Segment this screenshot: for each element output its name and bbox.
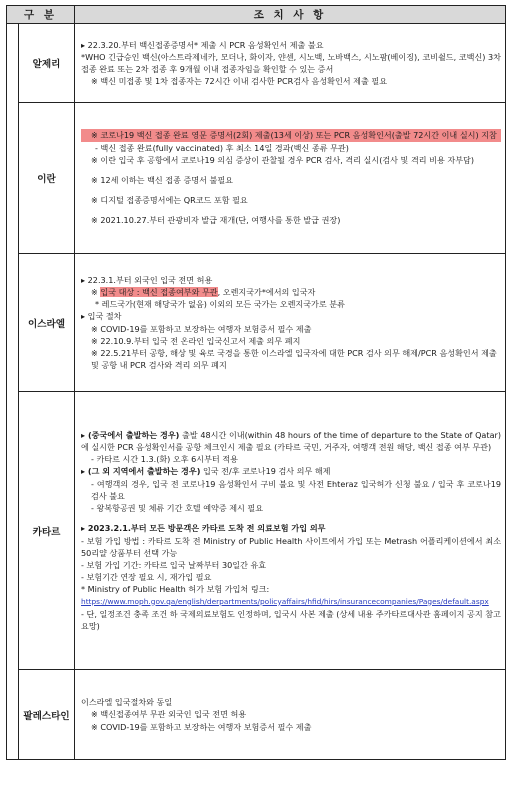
- palestine-line-3: ※ COVID-19를 포함하고 보장하는 여행자 보험증서 필수 제출: [91, 721, 312, 732]
- israel-line-5: ※ COVID-19를 포함하고 보장하는 여행자 보험증서 필수 제출: [91, 323, 312, 334]
- qatar-china-text: 출발 48시간 이내(within 48 hours of the time of departure to the State of Qatar)에 실시한 PCR 음성확인서를 공항 체크인시 제출 필요 (카타르 국민, 거주자, 여행객 전원 해당, 백신 접종 여부 무관): [81, 429, 502, 453]
- table-row-iran: [7, 103, 506, 254]
- qatar-insurance-heading: ▸ 2023.2.1.부터 모든 방문객은 카타르 도착 전 의료보험 가입 의무: [81, 523, 326, 534]
- qatar-other-heading: ▸ (그 외 지역에서 출발하는 경우): [81, 466, 201, 477]
- iran-line-4: ※ 디지털 접종증명서에는 QR코드 포함 필요: [91, 195, 248, 206]
- israel-line-1: ▸ 22.3.1.부터 외국인 입국 전면 허용: [81, 274, 213, 285]
- israel-line-2-prefix: ※: [91, 286, 101, 297]
- israel-line-6: ※ 22.10.9.부터 입국 전 온라인 입국신고서 제출 의무 폐지: [91, 335, 301, 346]
- table-row-israel: [7, 254, 506, 392]
- israel-line-2-suffix: , 오렌지국가*에서의 입국자: [217, 286, 316, 297]
- israel-line-3: * 레드국가(현재 해당국가 없음) 이외의 모든 국가는 오렌지국가로 분류: [95, 299, 345, 310]
- table-row-palestine: [7, 670, 506, 760]
- iran-line-1: - 백신 접종 완료(fully vaccinated) 후 최소 14일 경과(백신 종류 무관): [95, 142, 349, 153]
- qatar-insurance-line-5: - 단, 일정조건 충족 조건 하 국제의료보험도 인정하며, 입국시 사본 제출 (상세 내용 주카타르대사관 홈페이지 공지 참고 요망): [81, 608, 501, 631]
- palestine-line-1: 이스라엘 입국절차와 동일: [81, 697, 173, 708]
- country-name-palestine: 팔레스타인: [19, 670, 75, 760]
- qatar-insurance-line-4: * Ministry of Public Health 허가 보험 가입처 링크:: [81, 584, 270, 595]
- qatar-insurance-line-1: - 보험 가입 방법 : 카타르 도착 전 Ministry of Public Health 사이트에서 가입 또는 Metrash 어플리케이션에서 최소 50리얄 상품부터 선택 가능: [81, 535, 502, 558]
- table-row-qatar: [7, 392, 506, 670]
- header-measures: 조 치 사 항: [75, 6, 506, 24]
- qatar-insurance-line-2: - 보험 가입 기간: 카타르 입국 날짜부터 30일간 유효: [81, 559, 267, 570]
- entry-measures-table: [6, 5, 506, 760]
- qatar-other-sub-1: - 여행객의 경우, 입국 전 코로나19 음성확인서 구비 불요 및 사전 Ehteraz 입국허가 신청 불요 / 입국 후 코로나19 검사 불요: [91, 478, 502, 501]
- algeria-line-2: *WHO 긴급승인 백신(아스트라제네카, 모더나, 화이자, 얀센, 시노백, 노바백스, 시노팜(베이징), 코비쉴드, 코백신) 3차 접종 완료 또는 2차 접종 후 9개월 이내 접종자임을 확인할 수 있는 증서: [81, 51, 502, 74]
- iran-line-3: ※ 12세 이하는 백신 접종 증명서 불필요: [91, 175, 233, 185]
- israel-line-4: ▸ 입국 절차: [81, 311, 122, 322]
- country-name-qatar: 카타르: [19, 392, 75, 670]
- algeria-line-3: ※ 백신 미접종 및 1차 접종자는 72시간 이내 검사한 PCR검사 음성확인서 제출 필요: [91, 76, 388, 87]
- content-qatar: [75, 392, 506, 670]
- content-palestine: [75, 670, 506, 760]
- israel-entry-target-highlight: 입국 대상 : 백신 접종여부와 무관: [100, 286, 218, 297]
- iran-line-5: ※ 2021.10.27.부터 관광비자 발급 재개(단, 여행사를 통한 발급 권장): [91, 215, 341, 226]
- iran-line-2: ※ 이란 입국 후 공항에서 코로나19 의심 증상이 관찰될 경우 PCR 검사, 격리 실시(검사 및 격리 비용 자부담): [91, 154, 474, 165]
- qatar-other-text: 입국 전/후 코로나19 검사 의무 해제: [200, 466, 331, 477]
- qatar-insurance-line-3: - 보험기간 연장 필요 시, 재가입 필요: [81, 572, 212, 583]
- content-algeria: [75, 24, 506, 103]
- country-name-iran: 이란: [19, 103, 75, 254]
- country-name-israel: 이스라엘: [19, 254, 75, 392]
- outer-column: [7, 24, 19, 760]
- content-iran: [75, 103, 506, 254]
- table-header-row: [7, 6, 506, 24]
- israel-line-7: ※ 22.5.21부터 공항, 해상 및 육로 국경을 통한 이스라엘 입국자에 대한 PCR 검사 의무 해제/PCR 음성확인서 제출 및 공항 내 PCR 검사와 격리 의무 폐지: [91, 347, 497, 371]
- qatar-china-sub: - 카타르 시간 1.3.(화) 오후 6시부터 적용: [91, 454, 238, 465]
- algeria-line-1: ▸ 22.3.20.부터 백신접종증명서* 제출 시 PCR 음성확인서 제출 불요: [81, 39, 324, 50]
- qatar-china-heading: ▸ (중국에서 출발하는 경우): [81, 429, 180, 440]
- iran-highlight-notice: ※ 코로나19 백신 접종 완료 영문 증명서(2회) 제출(13세 이상) 또는 PCR 음성확인서(출발 72시간 이내 실시) 지참: [81, 129, 501, 141]
- qatar-insurance-link[interactable]: https://www.moph.gov.qa/english/derpartments/policyaffairs/hfid/hirs/insurancecompanies/Pages/default.aspx: [81, 596, 489, 606]
- table-row-algeria: [7, 24, 506, 103]
- content-israel: [75, 254, 506, 392]
- country-name-algeria: 알제리: [19, 24, 75, 103]
- qatar-other-sub-2: - 왕복항공권 및 체류 기간 호텔 예약증 제시 필요: [91, 503, 264, 514]
- header-category: 구 분: [7, 6, 75, 24]
- palestine-line-2: ※ 백신접종여부 무관 외국인 입국 전면 허용: [91, 709, 247, 720]
